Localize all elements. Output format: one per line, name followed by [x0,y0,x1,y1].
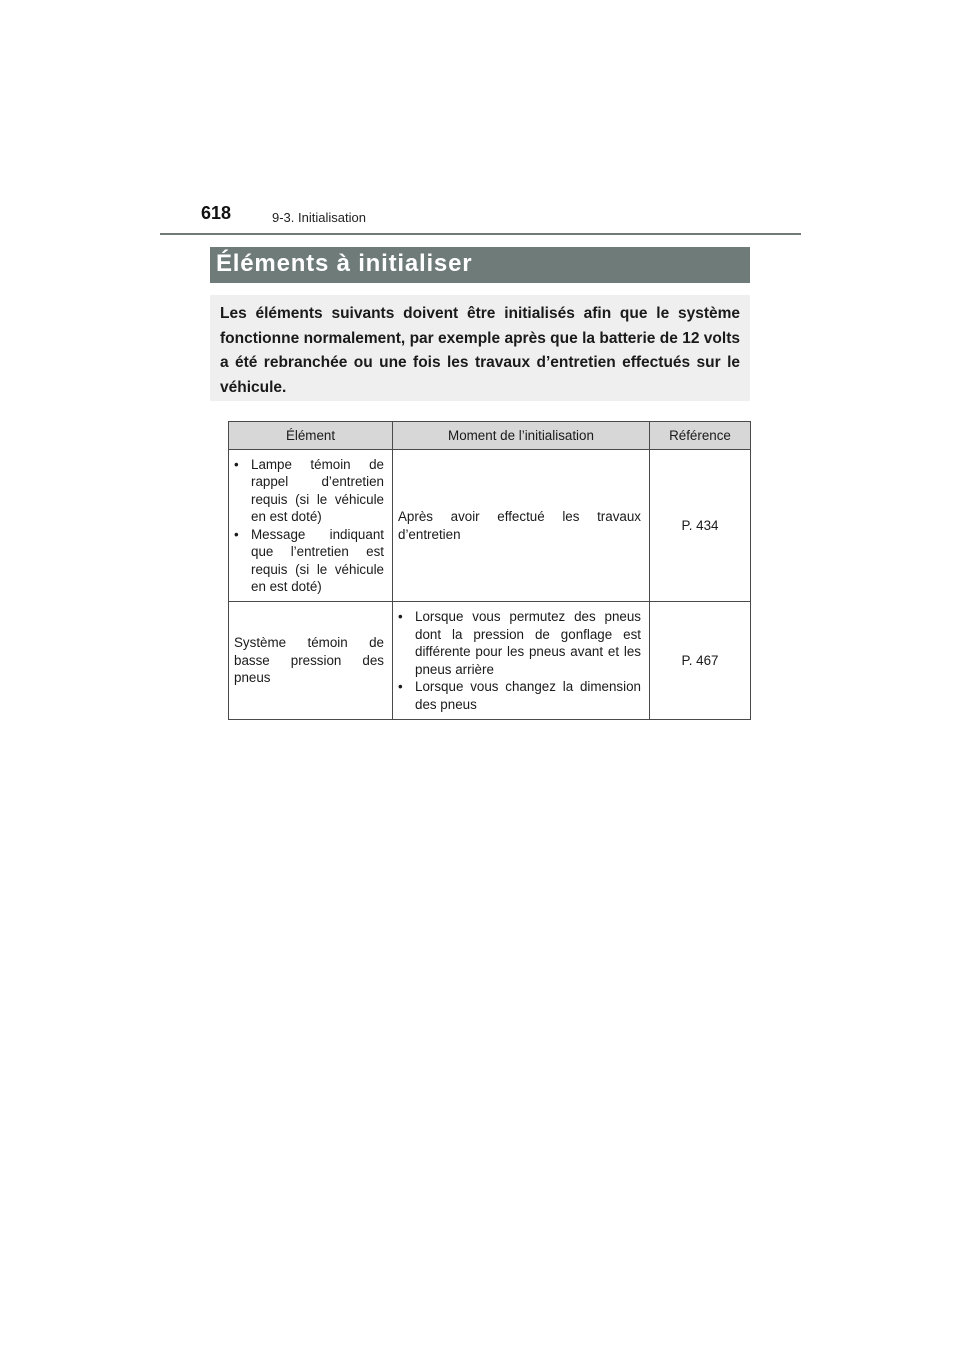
header-divider [160,233,801,235]
element-cell [229,450,393,602]
list-item: • Lampe témoin de rappel d’entretien requis (si le véhicule en est doté) [234,456,384,526]
list-item: • Lorsque vous changez la dimension des pneus [398,678,641,713]
column-header-element: Élément [229,422,393,450]
section-title: Éléments à initialiser [216,250,473,277]
reference-cell: P. 467 [650,602,751,720]
intro-box [210,295,750,401]
section-title-bar [210,247,750,283]
element-list [234,456,384,596]
table-row [229,602,751,720]
section-label: 9-3. Initialisation [272,210,366,225]
reference-cell: P. 434 [650,450,751,602]
column-header-moment: Moment de l’initialisation [393,422,650,450]
initialization-table [228,421,751,720]
moment-cell [393,602,650,720]
intro-text: Les éléments suivants doivent être initialisés afin que le système fonctionne normalement, par exemple après que la batterie de 12 volts a été rebranchée ou une fois les travaux d’entretien effectués sur le véhicule. [220,305,740,396]
list-item: • Message indiquant que l’entretien est requis (si le véhicule en est doté) [234,526,384,596]
moment-cell: Après avoir effectué les travaux d’entretien [393,450,650,602]
column-header-reference: Référence [650,422,751,450]
moment-list [398,608,641,713]
table-header-row [229,422,751,450]
element-cell: Système témoin de basse pression des pneus [229,602,393,720]
list-item: • Lorsque vous permutez des pneus dont la pression de gonflage est différente pour les pneus avant et les pneus arrière [398,608,641,678]
table-row [229,450,751,602]
page-number: 618 [201,203,232,223]
